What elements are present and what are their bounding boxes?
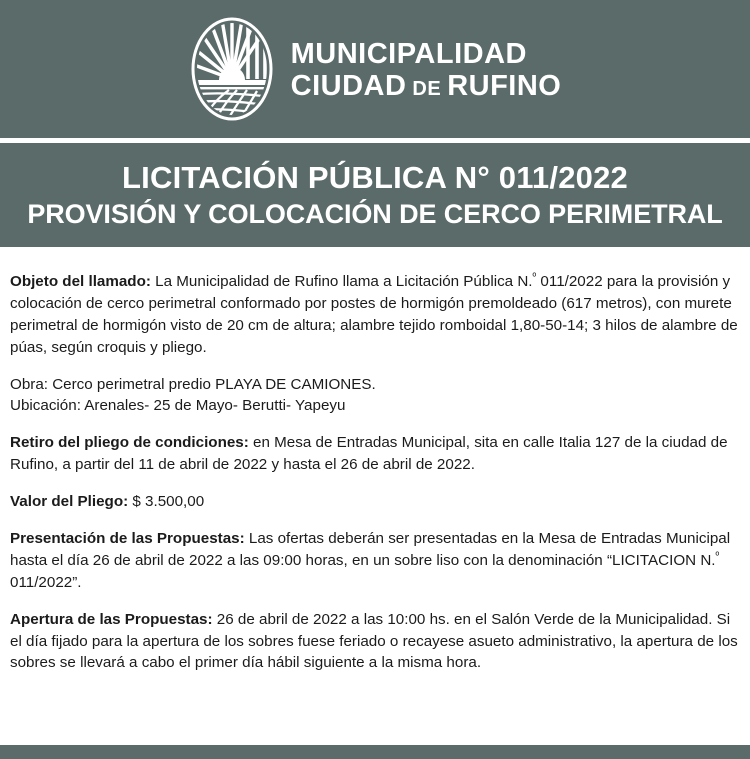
footer-bar	[0, 745, 750, 759]
municipal-crest-sun-over-fields-icon	[189, 17, 275, 121]
text-valor-del-pliego: $ 3.500,00	[128, 493, 205, 511]
text-ubicacion: Ubicación: Arenales- 25 de Mayo- Berutti- Yapeyu	[10, 397, 346, 415]
paragraph-objeto-del-llamado	[10, 271, 743, 359]
text-objeto-ordinal: º	[532, 271, 537, 283]
label-objeto-del-llamado: Objeto del llamado:	[10, 273, 151, 290]
paragraph-obra-ubicacion	[10, 374, 743, 418]
org-word-rufino: RUFINO	[447, 69, 562, 102]
org-word-de: DE	[412, 77, 442, 100]
paragraph-presentacion-propuestas	[10, 528, 743, 594]
text-presentacion-part-b: 011/2022”.	[10, 573, 82, 591]
label-valor-del-pliego: Valor del Pliego:	[10, 493, 129, 511]
text-presentacion-ordinal: º	[715, 550, 720, 562]
body-content	[0, 247, 750, 674]
page-subtitle: PROVISIÓN Y COLOCACIÓN DE CERCO PERIMETRAL	[27, 198, 723, 229]
text-presentacion-part-a: Las ofertas deberán ser presentadas en la Mesa de Entradas Municipal hasta el día 26 de abril de 2022 a las 09:00 horas, en un sobre liso con la denominación “LICITACION N.	[10, 530, 731, 569]
logo-band	[0, 0, 750, 138]
label-apertura-propuestas: Apertura de las Propuestas:	[10, 610, 213, 628]
org-line-municipalidad: MUNICIPALIDAD	[290, 37, 527, 70]
text-obra: Obra: Cerco perimetral predio PLAYA DE CAMIONES.	[10, 375, 376, 393]
organization-name	[291, 38, 562, 101]
paragraph-retiro-del-pliego	[10, 432, 743, 476]
org-line-ciudad-de-rufino	[290, 69, 562, 102]
label-retiro-del-pliego: Retiro del pliego de condiciones:	[10, 434, 249, 452]
page-title: LICITACIÓN PÚBLICA N° 011/2022	[122, 159, 628, 195]
paragraph-apertura-propuestas	[10, 609, 743, 675]
text-objeto-part-b: 011/2022 para la provisión y colocación de cerco perimetral conformado por postes de hormigón premoldeado (617 metros), con murete perimetral de hormigón visto de 20 cm de altura; alambre tejido romboidal 1,80-50-14; 3 hilos de alambre de púas, según croquis y pliego.	[10, 273, 738, 356]
paragraph-valor-del-pliego	[10, 491, 743, 513]
text-objeto-part-a: La Municipalidad de Rufino llama a Licitación Pública N.	[150, 273, 533, 290]
label-presentacion-propuestas: Presentación de las Propuestas:	[10, 530, 245, 548]
text-apertura-propuestas: 26 de abril de 2022 a las 10:00 hs. en el Salón Verde de la Municipalidad. Si el día fijado para la apertura de los sobres fuese feriado o recayese asueto administrativo, la apertura de los sobres se llevará a cabo el primer día hábil siguiente a la misma hora.	[10, 610, 738, 672]
org-word-ciudad: CIUDAD	[290, 69, 407, 102]
title-band	[0, 143, 750, 247]
text-retiro-del-pliego: en Mesa de Entradas Municipal, sita en calle Italia 127 de la ciudad de Rufino, a partir del 11 de abril de 2022 y hasta el 26 de abril de 2022.	[10, 434, 728, 474]
